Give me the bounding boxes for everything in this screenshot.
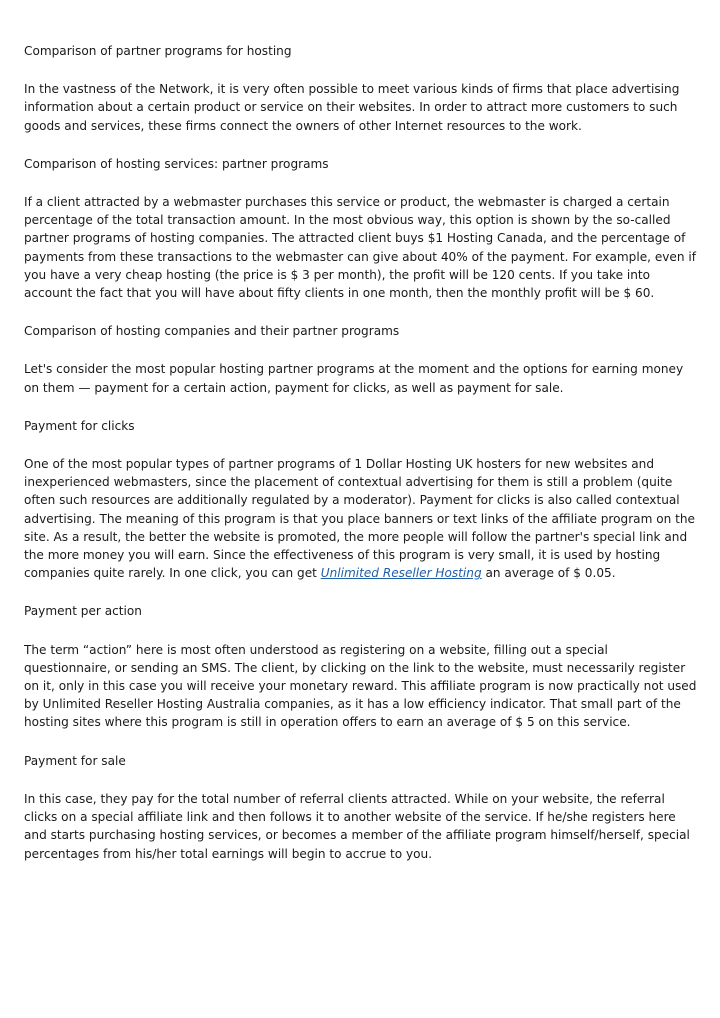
clicks-text-before-link: One of the most popular types of partner programs of 1 Dollar Hosting UK hosters for new websites and inexperienced webmasters, since the placement of contextual advertising for them is still a problem (quite often such resources are additionally regulated by a moderator). Payment for clicks is also called contextual advertising. The meaning of this program is that you place banners or text links of the affiliate program on the site. As a result, the better the website is promoted, the more people will follow the partner's special link and the more money you will earn. Since the effectiveness of this program is very small, it is used by hosting companies quite rarely. In one click, you can get: [24, 457, 695, 581]
section-heading-payment-for-clicks: Payment for clicks: [24, 418, 135, 433]
section-body-payment-per-action: The term “action” here is most often understood as registering on a website, filling out a special questionnaire, or sending an SMS. The client, by clicking on the link to the website, must necessarily register on it, only in this case you will receive your monetary reward. This affiliate program is now practically not used by Unlimited Reseller Hosting Australia companies, as it has a low efficiency indicator. That small part of the hosting sites where this program is still in operation offers to earn an average of $ 5 on this service.: [24, 642, 697, 730]
document-page: [24, 42, 698, 883]
section-heading-partner-programs: Comparison of hosting services: partner programs: [24, 156, 329, 171]
document-title: Comparison of partner programs for hosting: [24, 44, 292, 58]
section-body-payment-for-clicks: [24, 455, 698, 582]
section-body-payment-for-sale: In this case, they pay for the total number of referral clients attracted. While on your website, the referral clicks on a special affiliate link and then follows it to another website of the service. If he/she registers here and starts purchasing hosting services, or becomes a member of the affiliate program himself/herself, special percentages from his/her total earnings will begin to accrue to you.: [24, 791, 690, 861]
clicks-text-after-link: an average of $ 0.05.: [481, 566, 616, 581]
section-heading-hosting-companies: Comparison of hosting companies and their partner programs: [24, 324, 400, 339]
section-body-hosting-companies: Let's consider the most popular hosting partner programs at the moment and the options for earning money on them — payment for a certain action, payment for clicks, as well as payment for sale.: [24, 362, 684, 395]
section-heading-payment-for-sale: Payment for sale: [24, 753, 126, 768]
unlimited-reseller-hosting-link[interactable]: Unlimited Reseller Hosting: [320, 566, 482, 581]
section-body-partner-programs: If a client attracted by a webmaster purchases this service or product, the webmaster is charged a certain percentage of the total transaction amount. In the most obvious way, this option is shown by the so-called partner programs of hosting companies. The attracted client buys $1 Hosting Canada, and the percentage of payments from these transactions to the webmaster can give about 40% of the payment. For example, even if you have a very cheap hosting (the price is $ 3 per month), the profit will be 120 cents. If you take into account the fact that you will have about fifty clients in one month, then the monthly profit will be $ 60.: [24, 195, 696, 301]
section-heading-payment-per-action: Payment per action: [24, 604, 142, 619]
intro-paragraph: In the vastness of the Network, it is very often possible to meet various kinds of firms that place advertising information about a certain product or service on their websites. In order to attract more customers to such goods and services, these firms connect the owners of other Internet resources to the work.: [24, 82, 680, 133]
